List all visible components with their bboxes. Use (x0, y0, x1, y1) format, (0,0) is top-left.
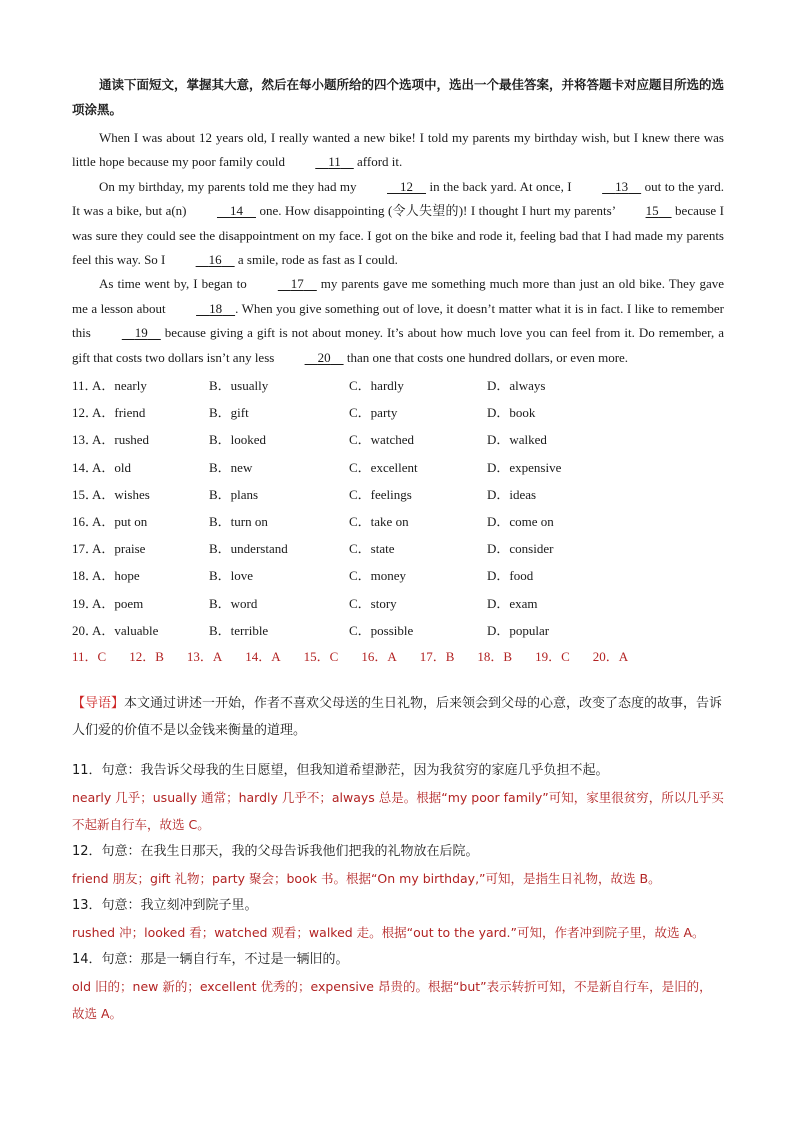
answer-item: 11．C (72, 648, 107, 664)
option-c[interactable]: C．party (349, 405, 398, 421)
answer-item: 13．A (186, 648, 223, 664)
passage-paragraph-2 (72, 175, 724, 273)
option-b[interactable]: B．plans (209, 486, 259, 502)
explanation-meaning: 12．句意：在我生日那天，我的父母告诉我他们把我的礼物放在后院。 (72, 843, 479, 859)
blank-11: 11 (328, 154, 341, 170)
explanation-meaning: 11．句意：我告诉父母我的生日愿望，但我知道希望渺茫，因为我贫穷的家庭几乎负担不起。 (72, 762, 609, 778)
question-number: 17． (72, 541, 99, 557)
option-d[interactable]: D．exam (487, 595, 538, 611)
blank-15: 15 (645, 203, 659, 219)
passage-paragraph-3 (72, 272, 724, 370)
question-number: 16． (72, 514, 99, 529)
answer-item: 16．A (361, 648, 397, 664)
explanation-detail: old 旧的；new 新的；excellent 优秀的；expensive 昂贵的。根据“but”表示转折可知，不是新自行车，是旧的，故选 A。 (72, 978, 712, 1021)
explanation-meaning: 13．句意：我立刻冲到院子里。 (72, 897, 258, 913)
option-c[interactable]: C．excellent (349, 459, 418, 475)
passage-text: because I was sure they could see the disappointment on my face. I got on the bike and rode it, feeling bad that I had made my parents feel this way. So I (72, 203, 724, 268)
blank-19: 19 (134, 325, 148, 341)
blank-18: 18 (209, 300, 223, 316)
explanation-detail: friend 朋友；gift 礼物；party 聚会；book 书。根据“On my birthday,”可知，是指生日礼物，故选 B。 (72, 870, 661, 886)
passage-text: my parents gave me something much more than just an old bike. They gave me a lesson about (72, 276, 724, 316)
option-b[interactable]: B．looked (209, 432, 267, 448)
option-b[interactable]: B．love (209, 568, 254, 584)
answer-item: 17．B (419, 648, 455, 664)
question-number: 13． (72, 432, 99, 448)
option-row-13 (72, 426, 724, 453)
passage-paragraph-1 (72, 126, 724, 175)
blank-14: 14 (229, 203, 243, 219)
explanation-detail: nearly 几乎；usually 通常；hardly 几乎不；always 总是。根据“my poor family”可知，家里很贫穷，所以几乎买不起新自行车，故选 C。 (72, 789, 724, 832)
option-d[interactable]: D．food (487, 568, 534, 584)
explanation-meaning: 14．句意：那是一辆自行车，不过是一辆旧的。 (72, 951, 349, 967)
question-number: 19． (72, 595, 99, 611)
blank-17: 17 (290, 276, 304, 292)
option-row-17 (72, 535, 724, 562)
option-row-15 (72, 481, 724, 508)
question-number: 12． (72, 405, 99, 421)
option-b[interactable]: B．understand (209, 541, 288, 557)
option-d[interactable]: D．always (487, 378, 546, 394)
passage-text: because giving a gift is not about money. It’s about how much love you can feel from it. Do remember, a gift that costs two dollars isn’t any less (72, 325, 724, 365)
option-c[interactable]: C．feelings (349, 486, 412, 502)
option-c[interactable]: C．story (349, 595, 397, 611)
option-d[interactable]: D．popular (487, 622, 550, 638)
option-c[interactable]: C．state (349, 541, 395, 557)
guide-tag: 【导语】 (72, 695, 125, 711)
answer-item: 12．B (129, 648, 164, 664)
option-b[interactable]: B．gift (209, 405, 249, 421)
option-a[interactable]: A．old (92, 459, 132, 475)
option-row-16 (72, 508, 724, 535)
option-c[interactable]: C．watched (349, 432, 414, 448)
option-b[interactable]: B．usually (209, 378, 269, 394)
document-page (72, 72, 724, 1027)
explanation-detail: rushed 冲；looked 看；watched 观看；walked 走。根据“out to the yard.”可知，作者冲到院子里，故选 A。 (72, 924, 705, 940)
option-row-11 (72, 372, 724, 399)
passage-text: in the back yard. At once, I (426, 178, 576, 194)
option-d[interactable]: D．ideas (487, 486, 537, 502)
option-d[interactable]: D．walked (487, 432, 547, 448)
answer-item: 20．A (592, 648, 629, 664)
instruction-text: 通读下面短文，掌握其大意，然后在每小题所给的四个选项中，选出一个最佳答案，并将答题卡对应题目所选的选项涂黑。 (72, 77, 725, 117)
guide-paragraph (72, 690, 724, 744)
answer-item: 15．C (303, 648, 339, 664)
option-b[interactable]: B．word (209, 595, 258, 611)
option-b[interactable]: B．new (209, 459, 253, 475)
option-a[interactable]: A．poem (92, 595, 144, 611)
passage-text: afford it. (353, 154, 403, 170)
option-c[interactable]: C．money (349, 568, 407, 584)
passage-text: one. How disappointing (令人失望的)! I thought I hurt my parents’ (255, 203, 619, 219)
option-a[interactable]: A．rushed (92, 432, 150, 448)
option-b[interactable]: B．turn on (209, 514, 268, 529)
answer-item: 18．B (477, 648, 513, 664)
option-row-12 (72, 399, 724, 426)
option-row-20 (72, 617, 724, 644)
option-c[interactable]: C．hardly (349, 378, 404, 394)
option-c[interactable]: C．take on (349, 514, 409, 529)
option-a[interactable]: A．praise (92, 541, 146, 557)
answer-item: 19．C (535, 648, 570, 664)
blank-12: 12 (400, 178, 414, 194)
option-row-18 (72, 562, 724, 589)
option-d[interactable]: D．consider (487, 541, 554, 557)
guide-text: 本文通过讲述一开始，作者不喜欢父母送的生日礼物，后来领会到父母的心意，改变了态度的故事，告诉人们爱的价值不是以金钱来衡量的道理。 (72, 695, 723, 738)
options-list (72, 372, 724, 644)
option-a[interactable]: A．wishes (92, 486, 150, 502)
option-c[interactable]: C．possible (349, 622, 414, 638)
blank-16: 16 (208, 252, 222, 268)
option-a[interactable]: A．valuable (92, 622, 159, 638)
option-a[interactable]: A．friend (92, 405, 146, 421)
question-number: 11． (72, 378, 98, 394)
option-d[interactable]: D．expensive (487, 459, 562, 475)
option-a[interactable]: A．hope (92, 568, 140, 584)
blank-13: 13 (615, 178, 629, 194)
passage-text: . When you give something out of love, it doesn’t matter what it is in fact. I like to remember this (72, 300, 724, 341)
option-d[interactable]: D．book (487, 405, 536, 421)
passage-text: out to the yard. It was a bike, but a(n) (72, 178, 724, 219)
passage-text: As time went by, I began to (99, 276, 251, 292)
passage-text: On my birthday, my parents told me they had my (99, 178, 361, 194)
option-d[interactable]: D．come on (487, 514, 554, 529)
answer-key (72, 644, 724, 670)
option-b[interactable]: B．terrible (209, 622, 269, 638)
explanations (72, 757, 724, 1027)
option-row-14 (72, 454, 724, 481)
passage-text: a smile, rode as fast as I could. (234, 252, 398, 268)
question-number: 20． (72, 622, 99, 638)
blank-20: 20 (317, 349, 331, 365)
question-number: 15． (72, 486, 99, 502)
question-number: 14． (72, 459, 99, 475)
option-a[interactable]: A．put on (92, 514, 148, 529)
option-row-19 (72, 590, 724, 617)
answer-item: 14．A (245, 648, 281, 664)
passage-text: than one that costs one hundred dollars, or even more. (343, 349, 629, 365)
option-a[interactable]: A．nearly (92, 378, 147, 394)
question-number: 18． (72, 568, 99, 584)
passage-text: When I was about 12 years old, I really wanted a new bike! I told my parents my birthday wish, but I knew there was little hope because my poor family could (72, 130, 724, 170)
